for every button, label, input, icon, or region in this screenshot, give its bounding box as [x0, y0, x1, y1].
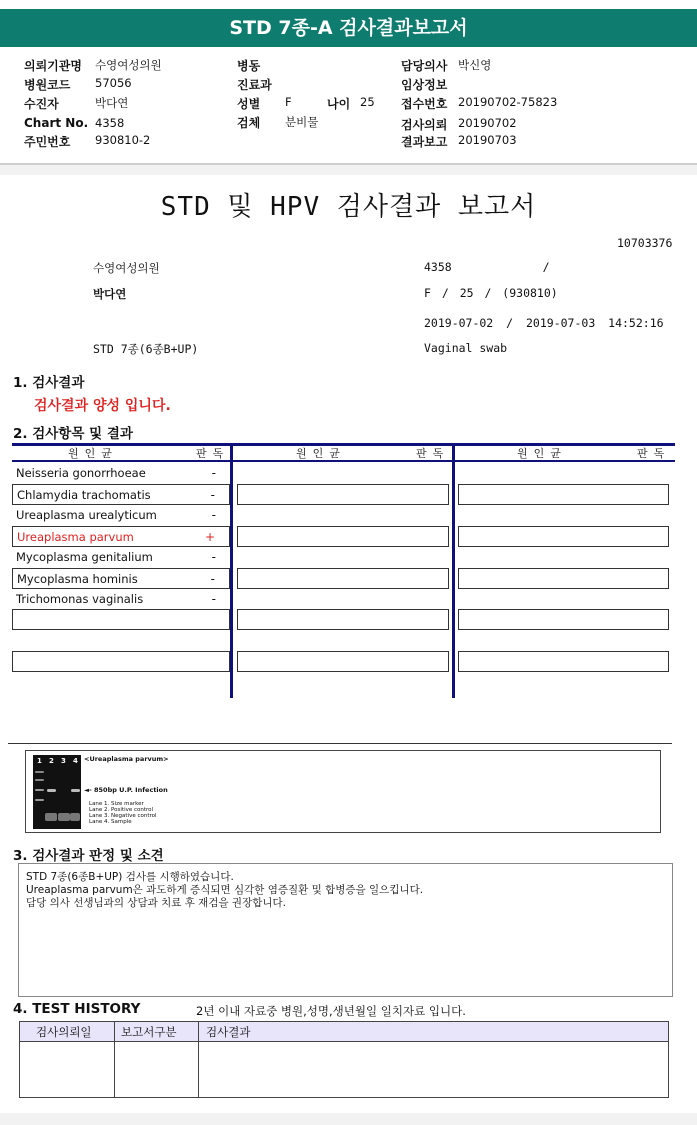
table-divider — [452, 443, 455, 698]
report-header — [0, 0, 697, 165]
pathogen-result: - — [211, 550, 216, 564]
section2-heading: 2. 검사항목 및 결과 — [13, 426, 133, 442]
gel-legend-item: Lane 3. Negative control — [89, 813, 157, 819]
dept-label: 진료과 — [237, 78, 272, 92]
history-col-divider — [114, 1022, 115, 1097]
lane-number: 2 — [49, 757, 54, 765]
page-bottom — [0, 1113, 697, 1125]
meta-institution: 수영여성의원 — [93, 261, 160, 275]
col-pathogen-2: 원인균 — [296, 447, 346, 460]
lane-number: 1 — [37, 757, 42, 765]
empty-row — [237, 651, 449, 672]
age-value: 25 — [360, 95, 375, 109]
gel-legend-item: Lane 1. Size marker — [89, 801, 144, 807]
pathogen-name: Chlamydia trachomatis — [17, 488, 151, 502]
meta-specimen: Vaginal swab — [424, 341, 508, 355]
gel-image-panel — [25, 750, 661, 833]
specimen-label: 검체 — [237, 116, 261, 130]
doc-number: 10703376 — [617, 236, 673, 250]
lane-number: 4 — [73, 757, 78, 765]
history-col-result: 검사결과 — [206, 1025, 251, 1039]
table-row — [12, 484, 230, 505]
table-divider — [230, 443, 233, 698]
rrn-value: 930810-2 — [95, 133, 151, 147]
col-result-1: 판독 — [196, 447, 230, 460]
lane-number: 3 — [61, 757, 66, 765]
report-date-value: 20190703 — [458, 133, 517, 147]
hospital-code-label: 병원코드 — [24, 78, 71, 92]
gel-band — [35, 789, 44, 791]
col-pathogen-1: 원인균 — [68, 447, 118, 460]
hospital-code-value: 57056 — [95, 76, 132, 90]
section3-heading: 3. 검사결과 판정 및 소견 — [13, 848, 164, 864]
pathogen-result: - — [211, 508, 216, 522]
empty-row — [237, 526, 449, 547]
pathogen-result: - — [210, 488, 215, 502]
ward-label: 병동 — [237, 59, 261, 73]
empty-row — [237, 484, 449, 505]
result-summary: 검사결과 양성 입니다. — [34, 398, 171, 414]
pathogen-name: Ureaplasma parvum — [17, 530, 134, 544]
col-result-2: 판독 — [416, 447, 450, 460]
table-row-positive — [12, 526, 230, 547]
gel-band — [45, 813, 57, 821]
gel-band — [58, 813, 70, 821]
gel-band — [71, 789, 80, 792]
gel-legend-item: Lane 4. Sample — [89, 819, 132, 825]
section4-heading: 4. TEST HISTORY — [13, 1001, 141, 1017]
patient-label: 수진자 — [24, 97, 59, 111]
col-result-3: 판독 — [637, 447, 671, 460]
gel-legend-item: Lane 2. Positive control — [89, 807, 154, 813]
pathogen-result: + — [204, 530, 215, 544]
request-label: 검사의뢰 — [401, 118, 448, 132]
meta-test-name: STD 7종(6종B+UP) — [93, 342, 199, 356]
empty-row — [458, 526, 669, 547]
divider — [8, 743, 672, 744]
table-row — [12, 463, 230, 484]
gel-band — [35, 771, 44, 773]
table-row — [12, 589, 230, 610]
empty-row — [458, 568, 669, 589]
opinion-box — [18, 863, 673, 997]
table-row — [12, 547, 230, 568]
institution-label: 의뢰기관명 — [24, 59, 82, 73]
chart-value: 4358 — [95, 116, 125, 130]
gel-band — [35, 799, 44, 801]
separator — [0, 165, 697, 175]
meta-patient: 박다연 — [93, 287, 127, 301]
table-row — [12, 568, 230, 589]
header-title: STD 7종-A 검사결과보고서 — [0, 9, 697, 47]
rrn-label: 주민번호 — [24, 135, 71, 149]
empty-row — [12, 609, 230, 630]
empty-row — [237, 609, 449, 630]
patient-value: 박다연 — [95, 96, 129, 110]
opinion-line: STD 7종(6종B+UP) 검사를 시행하였습니다. — [26, 871, 234, 883]
specimen-value: 분비물 — [285, 115, 319, 129]
table-row — [12, 505, 230, 526]
meta-chart: 4358 / — [424, 260, 550, 274]
pathogen-name: Neisseria gonorrhoeae — [16, 466, 146, 480]
gel-band — [47, 789, 56, 792]
pathogen-name: Mycoplasma genitalium — [16, 550, 153, 564]
chart-label: Chart No. — [24, 116, 89, 130]
arrow-icon: ◄- — [84, 786, 92, 794]
meta-sex-age: F / 25 / (930810) — [424, 286, 558, 300]
sex-label: 성별 — [237, 97, 261, 111]
gel-band — [70, 813, 80, 821]
receipt-label: 접수번호 — [401, 97, 448, 111]
history-col-date: 검사의뢰일 — [36, 1025, 92, 1039]
empty-row — [458, 609, 669, 630]
opinion-line: Ureaplasma parvum은 과도하게 증식되면 심각한 염증질환 및 합병증을 일으킵니다. — [26, 884, 424, 896]
gel-electrophoresis-image — [33, 755, 81, 829]
institution-value: 수영여성의원 — [95, 58, 162, 72]
empty-row — [458, 484, 669, 505]
report-date-label: 결과보고 — [401, 135, 448, 149]
report-title: STD 및 HPV 검사결과 보고서 — [160, 192, 537, 222]
col-pathogen-3: 원인균 — [517, 447, 567, 460]
empty-row — [237, 568, 449, 589]
gel-band — [35, 779, 44, 781]
clinical-label: 임상정보 — [401, 78, 448, 92]
request-value: 20190702 — [458, 116, 517, 130]
history-col-divider — [198, 1022, 199, 1097]
section1-heading: 1. 검사결과 — [13, 375, 85, 391]
sex-value: F — [285, 95, 292, 109]
history-table — [19, 1021, 669, 1098]
doctor-value: 박신영 — [458, 58, 492, 72]
history-note: 2년 이내 자료중 병원,성명,생년월일 일치자료 입니다. — [196, 1004, 466, 1018]
pathogen-result: - — [210, 572, 215, 586]
meta-dates: 2019-07-02 / 2019-07-03 14:52:16 — [424, 316, 664, 330]
age-label: 나이 — [327, 97, 351, 111]
pathogen-result: - — [211, 592, 216, 606]
pathogen-result: - — [211, 466, 216, 480]
receipt-value: 20190702-75823 — [458, 95, 558, 109]
doctor-label: 담당의사 — [401, 59, 448, 73]
history-col-type: 보고서구분 — [121, 1025, 177, 1039]
gel-caption: <Ureaplasma parvum> — [84, 755, 169, 763]
pathogen-name: Mycoplasma hominis — [17, 572, 138, 586]
history-header — [20, 1022, 668, 1042]
gel-band-label: 850bp U.P. Infection — [94, 786, 168, 794]
pathogen-name: Trichomonas vaginalis — [16, 592, 144, 606]
pathogen-name: Ureaplasma urealyticum — [16, 508, 157, 522]
empty-row — [458, 651, 669, 672]
empty-row — [12, 651, 230, 672]
opinion-line: 담당 의사 선생님과의 상담과 치료 후 재검을 권장합니다. — [26, 897, 286, 909]
